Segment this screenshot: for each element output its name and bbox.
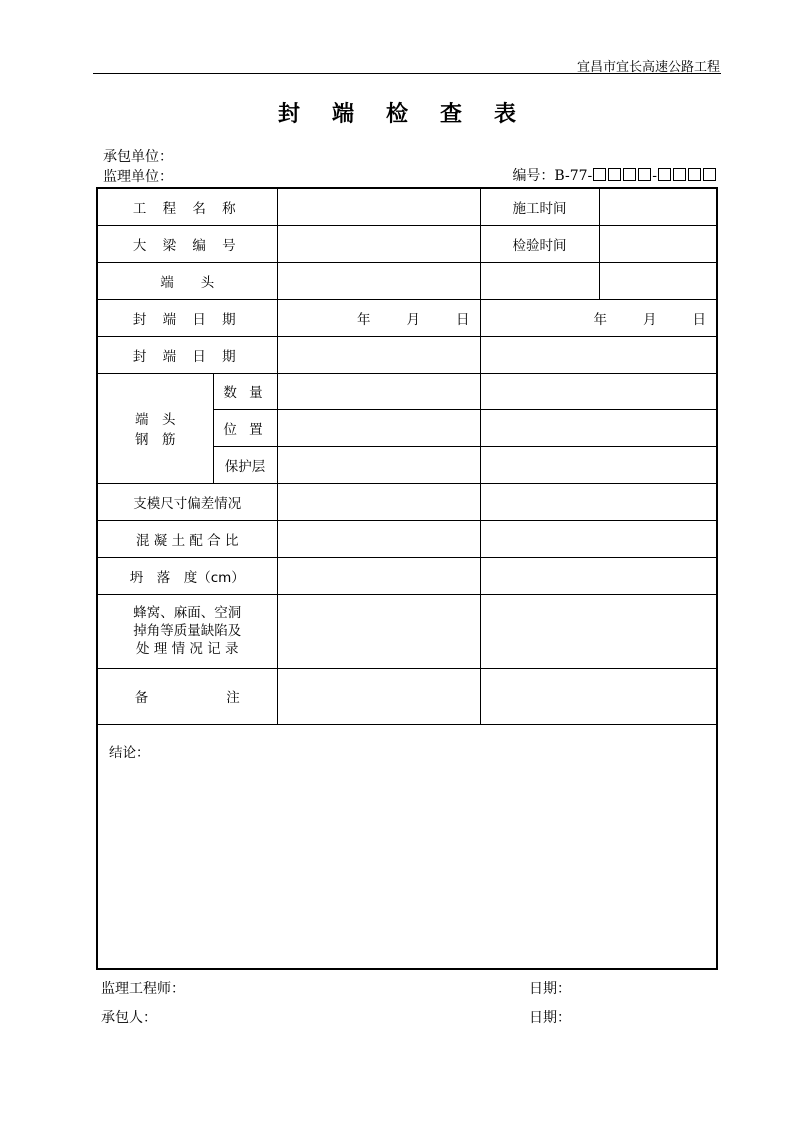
end-field-2[interactable]: [480, 262, 599, 299]
contractor-person-label: 承包人：: [101, 1010, 157, 1026]
mix-ratio-label: 混 凝 土 配 合 比: [97, 520, 277, 557]
slump-field-2[interactable]: [480, 557, 717, 594]
engineer-date-label: 日期：: [529, 981, 571, 997]
construction-time-label: 施工时间: [480, 188, 599, 225]
position-field-1[interactable]: [277, 409, 480, 446]
table-row: [97, 668, 717, 724]
table-row: [97, 557, 717, 594]
table-row: [97, 373, 717, 409]
end-rebar-line-2: 钢 筋: [135, 432, 176, 448]
table-row: [97, 724, 717, 969]
seal-date-2-field-2[interactable]: [480, 336, 717, 373]
defects-field-1[interactable]: [277, 594, 480, 668]
remarks-char-1: 备: [134, 690, 149, 706]
remarks-char-2: 注: [226, 690, 240, 706]
table-row: [97, 483, 717, 520]
day-label: 日: [692, 311, 706, 328]
formwork-field-1[interactable]: [277, 483, 480, 520]
defects-line-3: 处 理 情 况 记 录: [136, 641, 239, 657]
construction-time-field[interactable]: [599, 188, 717, 225]
remarks-label: [97, 668, 277, 724]
defects-field-2[interactable]: [480, 594, 717, 668]
table-row: [97, 262, 717, 299]
quantity-label: 数 量: [213, 373, 277, 409]
number-box[interactable]: [688, 168, 701, 181]
month-label: 月: [643, 311, 657, 328]
remarks-field-1[interactable]: [277, 668, 480, 724]
conclusion-label: 结论：: [109, 744, 150, 761]
beam-no-field[interactable]: [277, 225, 480, 262]
number-box[interactable]: [658, 168, 671, 181]
position-label: 位 置: [213, 409, 277, 446]
form-number-prefix: 编号：B-77-: [512, 168, 593, 184]
seal-date-field-2[interactable]: [480, 299, 717, 336]
cover-field-1[interactable]: [277, 446, 480, 483]
title-char: 检: [385, 101, 408, 127]
day-label: 日: [456, 311, 470, 328]
end-label: 端 头: [97, 262, 277, 299]
table-row: [97, 520, 717, 557]
contractor-date-label: 日期：: [529, 1010, 571, 1026]
project-name-label: 工 程 名 称: [97, 188, 277, 225]
number-box[interactable]: [623, 168, 636, 181]
title-char: 端: [331, 101, 354, 127]
number-box[interactable]: [703, 168, 716, 181]
defects-label: [97, 594, 277, 668]
year-label: 年: [593, 311, 607, 328]
end-field-3[interactable]: [599, 262, 717, 299]
defects-line-2: 掉角等质量缺陷及: [133, 623, 242, 639]
table-row: [97, 225, 717, 262]
inspection-time-field[interactable]: [599, 225, 717, 262]
quantity-field-1[interactable]: [277, 373, 480, 409]
inspection-time-label: 检验时间: [480, 225, 599, 262]
seal-date-label-2: 封 端 日 期: [97, 336, 277, 373]
cover-field-2[interactable]: [480, 446, 717, 483]
formwork-label: 支模尺寸偏差情况: [97, 483, 277, 520]
title-char: 表: [494, 101, 517, 127]
table-row: [97, 336, 717, 373]
year-label: 年: [357, 311, 371, 328]
supervisor-label: 监理单位：: [103, 169, 173, 185]
number-box[interactable]: [638, 168, 651, 181]
formwork-field-2[interactable]: [480, 483, 717, 520]
project-name-field[interactable]: [277, 188, 480, 225]
beam-no-label: 大 梁 编 号: [97, 225, 277, 262]
title-char: 查: [440, 101, 463, 127]
header-rule: [93, 73, 721, 74]
title-char: 封: [277, 101, 300, 127]
number-box[interactable]: [608, 168, 621, 181]
cover-label: 保护层: [213, 446, 277, 483]
supervising-engineer-label: 监理工程师：: [101, 981, 185, 997]
defects-line-1: 蜂窝、麻面、空洞: [133, 605, 242, 621]
slump-field-1[interactable]: [277, 557, 480, 594]
inspection-table: [96, 187, 718, 970]
end-rebar-line-1: 端 头: [135, 412, 176, 428]
seal-date-label: 封 端 日 期: [97, 299, 277, 336]
contractor-label: 承包单位：: [103, 149, 173, 165]
number-box[interactable]: [593, 168, 606, 181]
end-field-1[interactable]: [277, 262, 480, 299]
slump-label: 坍 落 度（cm）: [97, 557, 277, 594]
mix-ratio-field-2[interactable]: [480, 520, 717, 557]
table-row: [97, 299, 717, 336]
number-box[interactable]: [673, 168, 686, 181]
project-header: 宜昌市宜长高速公路工程: [576, 60, 720, 75]
page-title: [0, 97, 794, 128]
form-number: 编号：B-77- -: [512, 165, 717, 185]
seal-date-2-field-1[interactable]: [277, 336, 480, 373]
conclusion-field[interactable]: [97, 724, 717, 969]
table-row: [97, 188, 717, 225]
quantity-field-2[interactable]: [480, 373, 717, 409]
table-row: [97, 594, 717, 668]
month-label: 月: [406, 311, 420, 328]
end-rebar-label: [97, 373, 213, 483]
mix-ratio-field-1[interactable]: [277, 520, 480, 557]
seal-date-field-1[interactable]: [277, 299, 480, 336]
remarks-field-2[interactable]: [480, 668, 717, 724]
position-field-2[interactable]: [480, 409, 717, 446]
